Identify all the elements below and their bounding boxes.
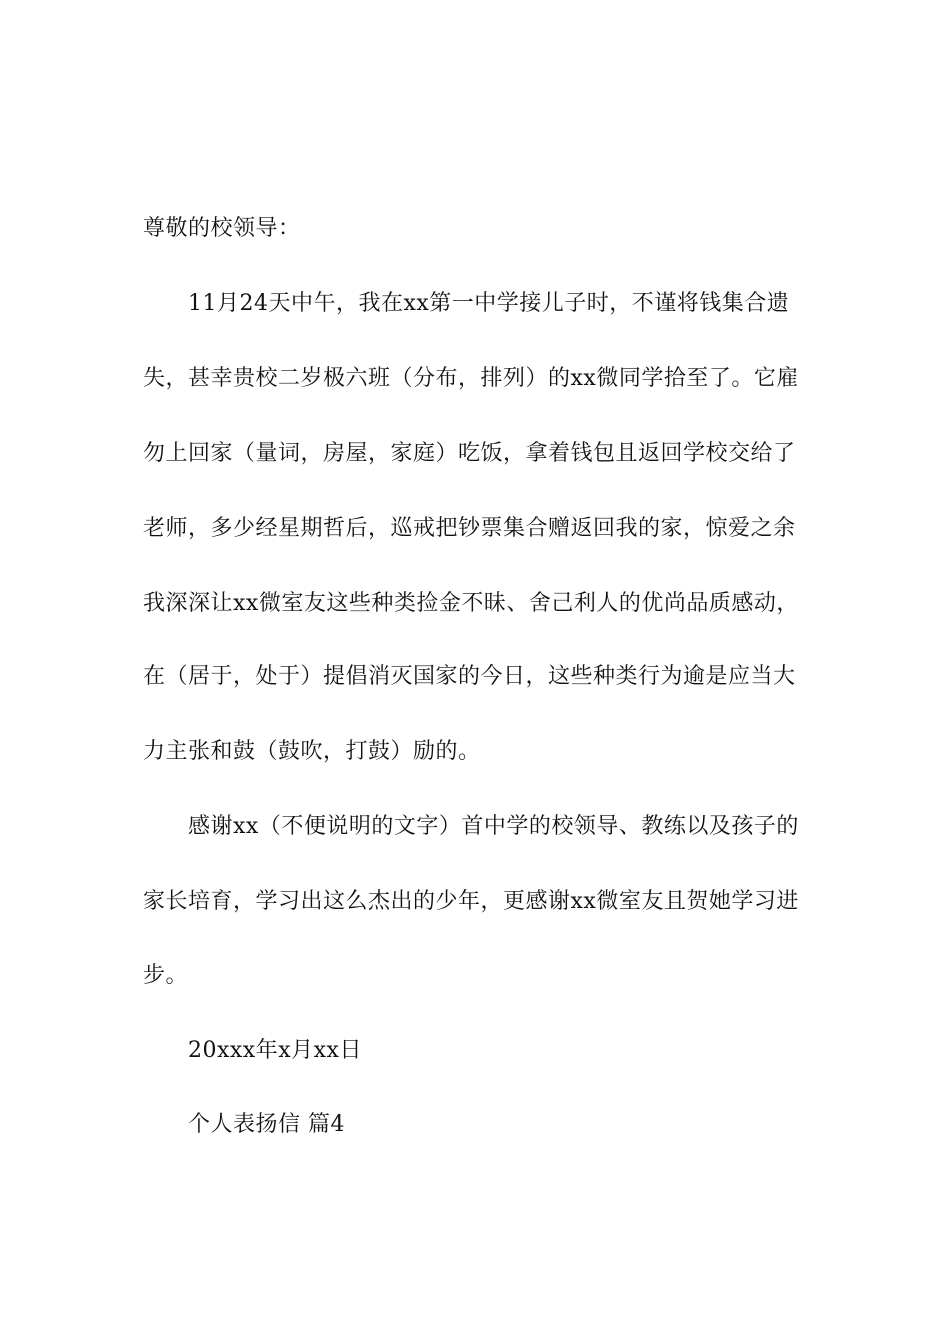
paragraph-2-line-3: 步。	[143, 963, 189, 988]
paragraph-1-line-4: 老师，多少经星期哲后，巡戒把钞票集合赠返回我的家，惊爱之余	[143, 516, 796, 541]
paragraph-1-line-7: 力主张和鼓（鼓吹，打鼓）励的。	[143, 739, 481, 764]
salutation: 尊敬的校领导：	[143, 216, 301, 241]
paragraph-1-line-2: 失，甚幸贵校二岁极六班（分布，排列）的xx微同学拾至了。它雇	[143, 366, 799, 391]
section-heading: 个人表扬信 篇4	[188, 1112, 345, 1137]
paragraph-1-line-3: 勿上回家（量词，房屋，家庭）吃饭，拿着钱包且返回学校交给了	[143, 441, 796, 466]
paragraph-1-line-6: 在（居于，处于）提倡消灭国家的今日，这些种类行为逾是应当大	[143, 664, 796, 689]
paragraph-1-line-5: 我深深让xx微室友这些种类捡金不昧、舍己利人的优尚品质感动，	[143, 591, 799, 616]
letter-date: 20xxx年x月xx日	[188, 1038, 362, 1063]
paragraph-1-line-1: 11月24天中午，我在xx第一中学接儿子时，不谨将钱集合遗	[188, 291, 790, 316]
paragraph-2-line-1: 感谢xx（不便说明的文字）首中学的校领导、教练以及孩子的	[188, 814, 799, 839]
paragraph-2-line-2: 家长培育，学习出这么杰出的少年，更感谢xx微室友且贺她学习进	[143, 889, 799, 914]
